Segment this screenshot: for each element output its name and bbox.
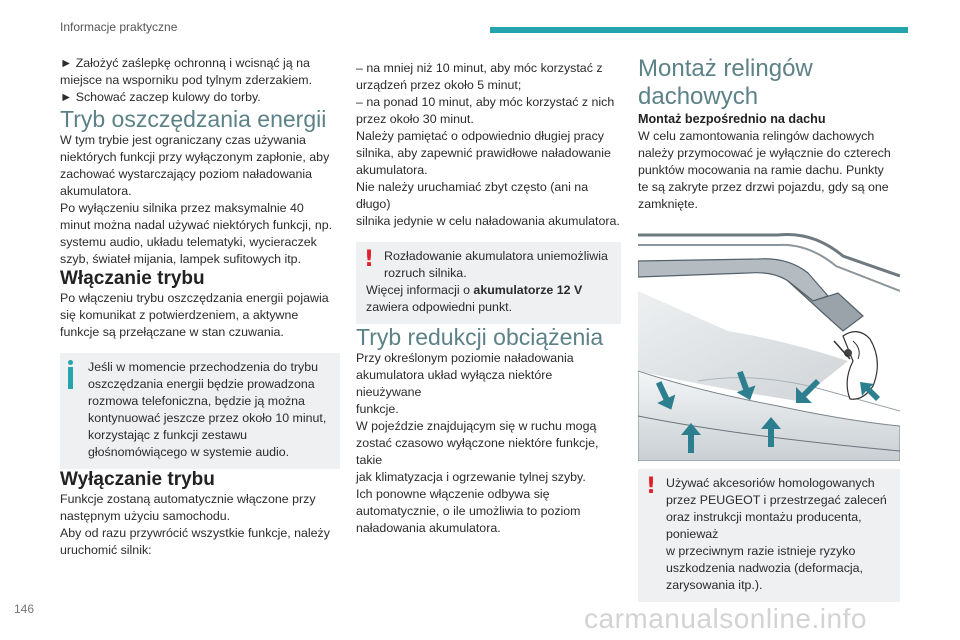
section-title-roof-rails: Montaż relingów dachowych bbox=[638, 55, 813, 110]
warning-note-text: Więcej informacji o bbox=[366, 283, 474, 297]
column-middle bbox=[356, 60, 621, 537]
warning-note-link-term: akumulatorze 12 V bbox=[473, 283, 583, 297]
warning-note-text: zawiera odpowiedni punkt. bbox=[366, 300, 513, 314]
header-accent-bar bbox=[490, 27, 908, 33]
warning-icon: ! bbox=[364, 247, 375, 272]
warning-note-text: Używać akcesoriów homologowanych przez PEUGEOT i przestrzegać zaleceń oraz instrukcji montażu producenta, ponieważ w przeciwnym razie istnieje ryzyko uszkodzenia nadwozia (deformacja, zarysowania itp.). bbox=[666, 476, 887, 592]
watermark: carmanualsonline.info bbox=[584, 603, 867, 634]
section-title-load-reduction: Tryb redukcji obciążenia bbox=[356, 324, 604, 350]
instruction-bullet: ► Schować zaczep kulowy do torby. bbox=[60, 90, 261, 104]
instruction-bullet: ► Założyć zaślepkę ochronną i wcisnąć ją na miejsce na wsporniku pod tylnym zderzakiem. bbox=[60, 56, 313, 87]
info-note-text: Jeśli w momencie przechodzenia do trybu oszczędzania energii będzie prowadzona rozmowa telefoniczna, będzie ją można kontynuować jeszcze przez około 10 minut, korzystając z funkcji zestawu głośnomówiącego w systemie audio. bbox=[88, 360, 327, 459]
paragraph: Przy określonym poziomie naładowania akumulatora układ wyłącza niektóre nieużywane funkcje. W pojeździe znajdującym się w ruchu mogą zostać czasowo wyłączone niektóre funkcje, takie jak klimatyzacja i ogrzewanie tylnej szyby. Ich ponowne włączenie odbywa się automatycznie, o ile umożliwia to poziom naładowania akumulatora. bbox=[356, 351, 599, 535]
warning-note-text: Rozładowanie akumulatora uniemożliwia rozruch silnika. bbox=[384, 249, 608, 280]
paragraph: – na mniej niż 10 minut, aby móc korzystać z urządzeń przez około 5 minut; – na ponad 10 minut, aby móc korzystać z nich przez około 30 minut. Należy pamiętać o odpowiednio długiej pracy silnika, aby zapewnić prawidłowe naładowanie akumulatora. Nie należy uruchamiać zbyt często (ani na długo) silnika jedynie w celu naładowania akumulatora. bbox=[356, 61, 620, 228]
info-note bbox=[60, 353, 340, 469]
column-left bbox=[60, 55, 340, 559]
paragraph: W celu zamontowania relingów dachowych należy przymocować je wyłącznie do czterech punktów mocowania na ramie dachu. Punkty te są zakryte przez drzwi pojazdu, gdy są one zamknięte. bbox=[638, 129, 891, 211]
subsection-title-activation: Włączanie trybu bbox=[60, 268, 205, 289]
roof-rail-drawing bbox=[638, 221, 900, 461]
roof-rail-illustration bbox=[638, 221, 900, 461]
paragraph: W tym trybie jest ograniczany czas używania niektórych funkcji przy wyłączonym zapłonie, aby zachować wystarczający poziom naładowania akumulatora. Po wyłączeniu silnika przez maksymalnie 40 minut można nadal używać niektórych funkcji, np. systemu audio, układu telematyki, wycieraczek szyb, świateł mijania, lampek sufitowych itp. bbox=[60, 133, 333, 266]
warning-note bbox=[638, 469, 900, 602]
running-header: Informacje praktyczne bbox=[60, 20, 178, 34]
column-right bbox=[638, 55, 900, 602]
warning-icon: ! bbox=[646, 474, 657, 499]
paragraph: Po włączeniu trybu oszczędzania energii pojawia się komunikat z potwierdzeniem, a aktywne funkcje są przełączane w stan czuwania. bbox=[60, 291, 329, 339]
subsection-title-deactivation: Wyłączanie trybu bbox=[60, 469, 215, 490]
info-icon bbox=[68, 367, 73, 389]
section-title-energy-saving: Tryb oszczędzania energii bbox=[60, 106, 327, 132]
paragraph: Funkcje zostaną automatycznie włączone przy następnym użyciu samochodu. Aby od razu przywrócić wszystkie funkcje, należy uruchomić silnik: bbox=[60, 492, 330, 557]
warning-note bbox=[356, 242, 621, 324]
subsection-title-roof-mounting: Montaż bezpośrednio na dachu bbox=[638, 112, 826, 126]
page-number: 146 bbox=[14, 602, 35, 616]
